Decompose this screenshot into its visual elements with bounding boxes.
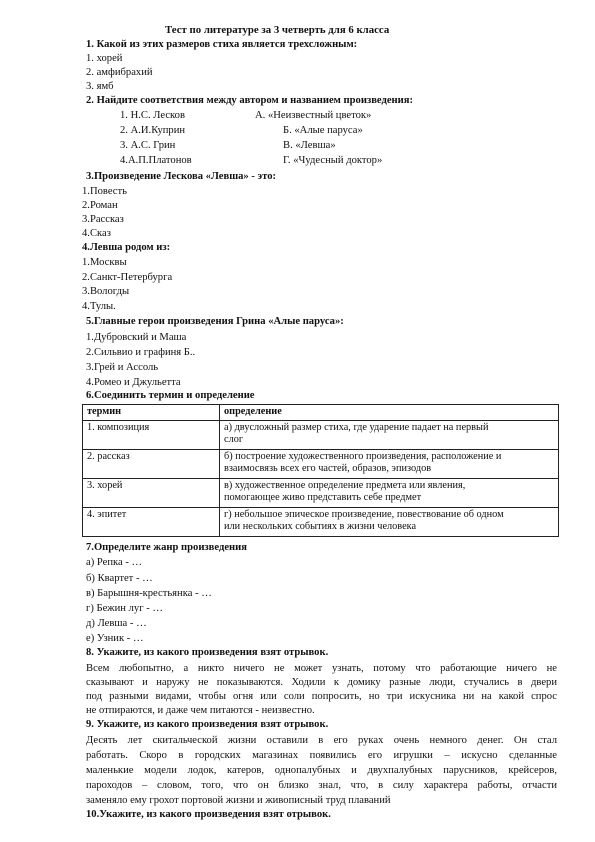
q7-option-f: е) Узник - … bbox=[86, 633, 144, 644]
term-cell: 4. эпитет bbox=[83, 507, 220, 536]
q2-author-4: 4.А.П.Платонов bbox=[120, 155, 192, 166]
q7-option-e: д) Левша - … bbox=[86, 618, 147, 629]
definition-line: б) построение художественного произведения, расположение и bbox=[224, 450, 502, 462]
header-term: термин bbox=[83, 405, 220, 421]
q3-option-3: 3.Рассказ bbox=[82, 214, 124, 225]
q7-option-a: а) Репка - … bbox=[86, 557, 143, 568]
question-5: 5.Главные герои произведения Грина «Алые паруса»: bbox=[86, 316, 344, 327]
question-9: 9. Укажите, из какого произведения взят отрывок. bbox=[86, 719, 329, 730]
table-row bbox=[83, 507, 559, 536]
table-header-row bbox=[83, 405, 559, 421]
q9-excerpt-line: Десять лет скитальческой жизни оставили в его руках очень немного денег. Он стал bbox=[86, 735, 557, 746]
q5-option-1: 1.Дубровский и Маша bbox=[86, 332, 187, 343]
page-title: Тест по литературе за 3 четверть для 6 класса bbox=[165, 24, 390, 36]
definition-line: взаимосвязь всех его частей, образов, эпизодов bbox=[224, 463, 432, 474]
header-definition: определение bbox=[220, 405, 559, 421]
definition-cell bbox=[220, 420, 559, 449]
term-cell: 1. композиция bbox=[83, 420, 220, 449]
q4-option-4: 4.Тулы. bbox=[82, 301, 116, 312]
question-7: 7.Определите жанр произведения bbox=[86, 542, 247, 553]
table-row bbox=[83, 420, 559, 449]
definition-cell bbox=[220, 449, 559, 478]
definition-line: в) художественное определение предмета или явления, bbox=[224, 479, 466, 491]
definition-cell bbox=[220, 478, 559, 507]
q2-work-c: В. «Левша» bbox=[283, 140, 336, 151]
q7-option-c: в) Барышня-крестьянка - … bbox=[86, 588, 212, 599]
q1-option-1: 1. хорей bbox=[86, 53, 123, 64]
question-1: 1. Какой из этих размеров стиха является трехсложным: bbox=[86, 39, 358, 50]
question-2: 2. Найдите соответствия между автором и названием произведения: bbox=[86, 95, 414, 106]
q5-option-3: 3.Грей и Ассоль bbox=[86, 362, 159, 373]
q7-option-b: б) Квартет - … bbox=[86, 573, 153, 584]
table-row bbox=[83, 478, 559, 507]
q8-excerpt-line: под разными видами, чтобы огня или соли попросить, но три искусника ни на какой спрос bbox=[86, 691, 557, 702]
q9-excerpt-line: работать. Скоро в городских магазинах появились его игрушки – искусно сделанные bbox=[86, 750, 557, 761]
term-cell: 3. хорей bbox=[83, 478, 220, 507]
q8-excerpt-line: не отпираются, и даже чем питаются - неизвестно. bbox=[86, 705, 315, 716]
question-10: 10.Укажите, из какого произведения взят отрывок. bbox=[86, 809, 331, 820]
definition-line: слог bbox=[224, 434, 244, 445]
definition-cell bbox=[220, 507, 559, 536]
q2-author-2: 2. А.И.Куприн bbox=[120, 125, 186, 136]
q4-option-3: 3.Вологды bbox=[82, 286, 130, 297]
q4-option-2: 2.Санкт-Петербурга bbox=[82, 272, 173, 283]
q1-option-3: 3. ямб bbox=[86, 81, 114, 92]
q9-excerpt-line: пароходов – словом, того, что он близко знал, что, в силу характера работы, отчасти bbox=[86, 780, 557, 791]
q2-author-1: 1. Н.С. Лесков bbox=[120, 110, 185, 121]
q2-work-a: А. «Неизвестный цветок» bbox=[255, 110, 372, 121]
question-4: 4.Левша родом из: bbox=[82, 242, 171, 253]
q9-excerpt-line: маленькие модели лодок, катеров, однопалубных и двухпалубных парусников, крейсеров, bbox=[86, 765, 557, 776]
q3-option-1: 1.Повесть bbox=[82, 186, 127, 197]
question-6: 6.Соединить термин и определение bbox=[86, 390, 255, 401]
question-8: 8. Укажите, из какого произведения взят отрывок. bbox=[86, 647, 329, 658]
q3-option-4: 4.Сказ bbox=[82, 228, 111, 239]
q5-option-2: 2.Сильвио и графиня Б.. bbox=[86, 347, 196, 358]
definition-line: г) небольшое эпическое произведение, повествование об одном bbox=[224, 508, 504, 520]
definition-line: помогающее живо представить себе предмет bbox=[224, 492, 422, 503]
q2-work-d: Г. «Чудесный доктор» bbox=[283, 155, 383, 166]
q7-option-d: г) Бежин луг - … bbox=[86, 603, 163, 614]
q8-excerpt-line: Всем любопытно, а никто ничего не может узнать, потому что работающие ничего не bbox=[86, 663, 557, 674]
q8-excerpt-line: сказывают и наружу не показываются. Ходили к домику разные люди, стучались в двери bbox=[86, 677, 557, 688]
q4-option-1: 1.Москвы bbox=[82, 257, 127, 268]
table-row bbox=[83, 449, 559, 478]
q2-author-3: 3. А.С. Грин bbox=[120, 140, 176, 151]
question-3: 3.Произведение Лескова «Левша» - это: bbox=[86, 171, 277, 182]
q9-excerpt-line: заменяло ему грохот портовой жизни и живописный труд плаваний bbox=[86, 795, 391, 806]
term-cell: 2. рассказ bbox=[83, 449, 220, 478]
definition-line: или нескольких событиях в жизни человека bbox=[224, 521, 417, 532]
q3-option-2: 2.Роман bbox=[82, 200, 118, 211]
q2-work-b: Б. «Алые паруса» bbox=[283, 125, 363, 136]
terms-table bbox=[82, 404, 559, 537]
definition-line: а) двусложный размер стиха, где ударение падает на первый bbox=[224, 421, 489, 433]
q1-option-2: 2. амфибрахий bbox=[86, 67, 153, 78]
q5-option-4: 4.Ромео и Джульетта bbox=[86, 377, 181, 388]
